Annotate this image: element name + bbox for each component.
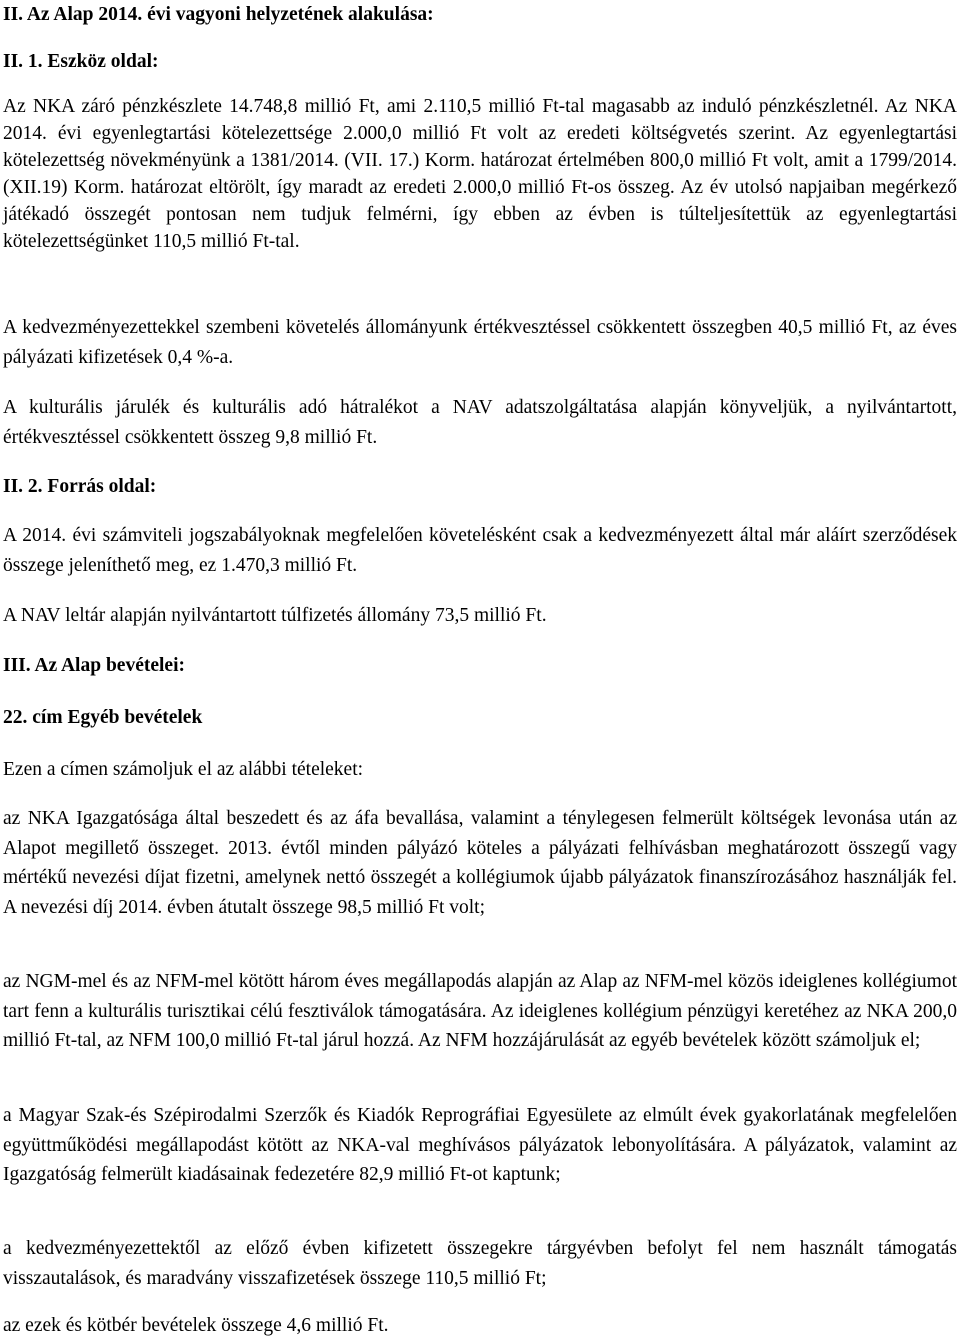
subsection-heading-sources: II. 2. Forrás oldal: (3, 476, 157, 497)
paragraph-refunds: a kedvezményezettektől az előző évben kifizetett összegekre tárgyévben befolyt fel nem használt támogatás visszautalások, és maradvány visszafizetések összege 110,5 millió Ft; (3, 1238, 957, 1289)
paragraph-receivables: A kedvezményezettekkel szembeni követelés állományunk értékvesztéssel csökkentett összegben 40,5 millió Ft, az éves pályázati kifizetések 0,4 %-a. (3, 317, 957, 368)
paragraph-entry-fee: az NKA Igazgatósága által beszedett és az áfa bevallása, valamint a ténylegesen felmerült költségek levonása után az Alapot megillető összeget. 2013. évtől minden pályázó köteles a pályázati felhívásban meghatározott összegű vagy mértékű nevezési díjat fizetni, amelynek nettó összegét a kollégiumok újabb pályázatok finanszírozásához használják fel. A nevezési díj 2014. évben átutalt összege 98,5 millió Ft volt; (3, 808, 957, 918)
paragraph-cultural-levy: A kulturális járulék és kulturális adó hátralékot a NAV adatszolgáltatása alapján könyveljük, a nyilvántartott, értékvesztéssel csökkentett összeg 9,8 millió Ft. (3, 397, 957, 448)
paragraph-cash-balance: Az NKA záró pénzkészlete 14.748,8 millió Ft, ami 2.110,5 millió Ft-tal magasabb az induló pénzkészletnél. Az NKA 2014. évi egyenlegtartási kötelezettsége 2.000,0 millió Ft volt az eredeti költségvetés szerint. Az egyenlegtartási kötelezettség növekményünk a 1381/2014. (VII. 17.) Korm. határozat értelmében 800,0 millió Ft volt, amit a 1799/2014. (XII.19) Korm. határozat eltörölt, így maradt az eredeti 2.000,0 millió Ft-os összeg. Az év utolsó napjaiban megérkező játékadó összegét pontosan nem tudjuk felmérni, így ebben az évben is túlteljesítettük az egyenlegtartási kötelezettségünket 110,5 millió Ft-tal. (3, 96, 957, 252)
paragraph-items-intro: Ezen a címen számoljuk el az alábbi tételeket: (3, 759, 364, 780)
paragraph-penalties: az ezek és kötbér bevételek összege 4,6 millió Ft. (3, 1315, 389, 1336)
paragraph-ngm-nfm-agreement: az NGM-mel és az NFM-mel kötött három éves megállapodás alapján az Alap az NFM-mel közös ideiglenes kollégiumot tart fenn a kulturális turisztikai célú fesztiválok támogatására. Az ideiglenes kollégium pénzügyi keretéhez az NKA 200,0 millió Ft-tal, az NFM 100,0 millió Ft-tal járul hozzá. Az NFM hozzájárulását az egyéb bevételek között számoljuk el; (3, 971, 957, 1051)
chapter-heading-other-revenues: 22. cím Egyéb bevételek (3, 707, 203, 728)
paragraph-nav-overpayment: A NAV leltár alapján nyilvántartott túlfizetés állomány 73,5 millió Ft. (3, 605, 547, 626)
section-heading-ii: II. Az Alap 2014. évi vagyoni helyzetének alakulása: (3, 4, 434, 25)
paragraph-reprographic-association: a Magyar Szak-és Szépirodalmi Szerzők és Kiadók Reprográfiai Egyesülete az elmúlt évek gyakorlatának megfelelően együttműködési megállapodást kötött az NKA-val meghívásos pályázatok lebonyolítására. A pályázatok, valamint az Igazgatóság felmerült kiadásainak fedezetére 82,9 millió Ft-ot kaptunk; (3, 1105, 957, 1185)
section-heading-revenues: III. Az Alap bevételei: (3, 655, 185, 676)
paragraph-accounting-rules: A 2014. évi számviteli jogszabályoknak megfelelően követelésként csak a kedvezményezett által már aláírt szerződések összege jeleníthető meg, ez 1.470,3 millió Ft. (3, 525, 957, 576)
subsection-heading-assets: II. 1. Eszköz oldal: (3, 51, 159, 72)
